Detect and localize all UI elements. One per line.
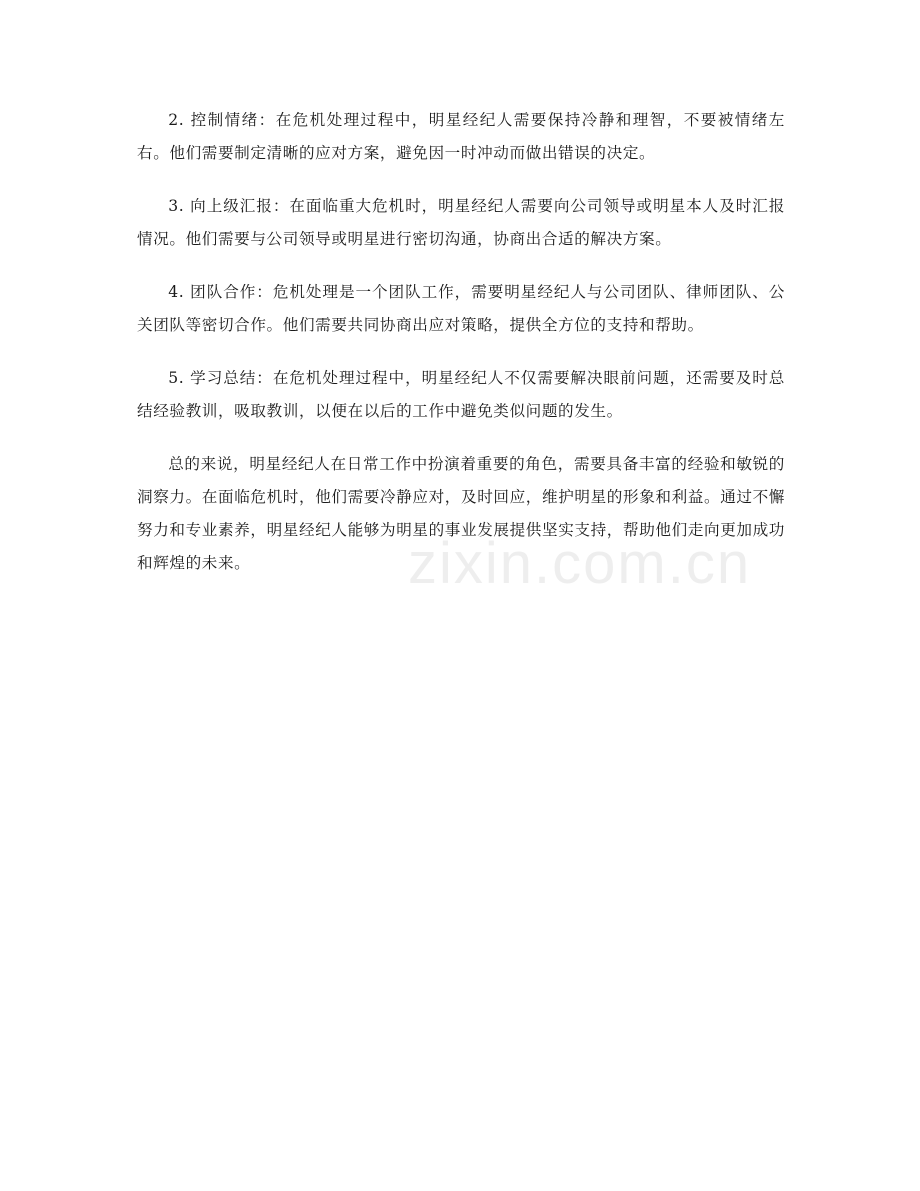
paragraph-report-upward: 3. 向上级汇报：在面临重大危机时，明星经纪人需要向公司领导或明星本人及时汇报情况。他们需要与公司领导或明星进行密切沟通，协商出合适的解决方案。: [137, 197, 785, 248]
paragraph-learn-summarize: 5. 学习总结：在危机处理过程中，明星经纪人不仅需要解决眼前问题，还需要及时总结经验教训，吸取教训，以便在以后的工作中避免类似问题的发生。: [137, 369, 785, 420]
document-body: [137, 104, 785, 600]
paragraph-conclusion: 总的来说，明星经纪人在日常工作中扮演着重要的角色，需要具备丰富的经验和敏锐的洞察力。在面临危机时，他们需要冷静应对，及时回应，维护明星的形象和利益。通过不懈努力和专业素养，明星经纪人能够为明星的事业发展提供坚实支持，帮助他们走向更加成功和辉煌的未来。: [137, 455, 785, 572]
paragraph-team-cooperation: 4. 团队合作：危机处理是一个团队工作，需要明星经纪人与公司团队、律师团队、公关团队等密切合作。他们需要共同协商出应对策略，提供全方位的支持和帮助。: [137, 283, 785, 334]
watermark: zixin.com.cn: [408, 531, 752, 596]
paragraph-control-emotions: 2. 控制情绪：在危机处理过程中，明星经纪人需要保持冷静和理智，不要被情绪左右。他们需要制定清晰的应对方案，避免因一时冲动而做出错误的决定。: [137, 111, 785, 162]
